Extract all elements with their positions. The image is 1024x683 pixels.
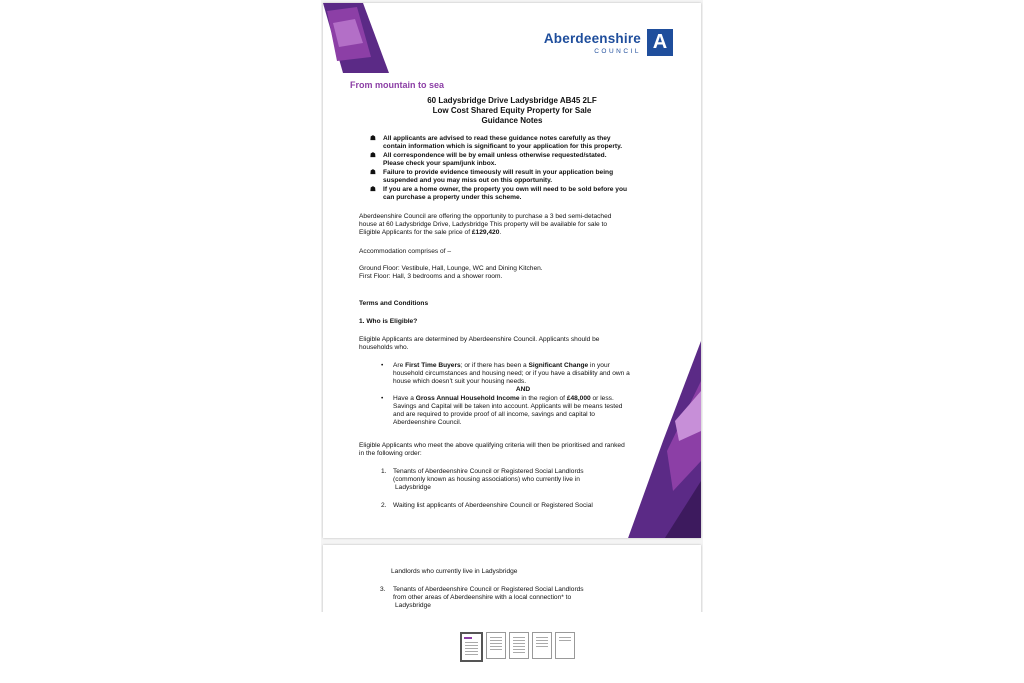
tagline: From mountain to sea [350, 80, 445, 90]
priority-number: 1. [381, 468, 387, 475]
doc-title-subtitle: Low Cost Shared Equity Property for Sale [432, 106, 592, 115]
first-floor-text: First Floor: Hall, 3 bedrooms and a shower room. [359, 273, 503, 280]
logo-name: Aberdeenshire [543, 30, 641, 46]
purple-side-graphic [623, 341, 701, 538]
criteria-line: Have a Gross Annual Household Income in the region of £48,000 or less. [393, 395, 614, 402]
priority-intro: Eligible Applicants who meet the above qualifying criteria will then be prioritised and ranked [359, 442, 625, 449]
intro-text: Aberdeenshire Council are offering the opportunity to purchase a 3 bed semi-detached [359, 213, 612, 220]
priority-line: Waiting list applicants of Aberdeenshire Council or Registered Social [393, 502, 593, 509]
priority-line: from other areas of Aberdeenshire with a local connection* to [393, 594, 572, 601]
criteria-line: house which doesn’t suit your housing needs. [393, 378, 527, 385]
priority-line: Landlords who currently live in Ladysbridge [391, 568, 518, 575]
purple-corner-graphic [323, 3, 393, 79]
bullet-icon: ☗ [370, 152, 376, 159]
ground-floor-text: Ground Floor: Vestibule, Hall, Lounge, WC and Dining Kitchen. [359, 265, 543, 272]
document-page-2[interactable] [323, 545, 701, 612]
bullet-text: contain information which is significant to your application for this property. [383, 143, 623, 150]
bullet-icon: ☗ [370, 186, 376, 193]
page-thumbnail-strip [460, 632, 575, 662]
criteria-line: Are First Time Buyers; or if there has been a Significant Change in your [393, 362, 610, 369]
criteria-line: household circumstances and housing need; or if you have a disability and own a [393, 370, 630, 377]
logo-a-icon: A [647, 29, 673, 56]
page-thumbnail-3[interactable] [509, 632, 529, 659]
bullet-text: Please check your spam/junk inbox. [383, 160, 497, 167]
priority-line: Ladysbridge [395, 602, 431, 609]
bullet-dot: • [381, 395, 384, 402]
bullet-text: All applicants are advised to read these guidance notes carefully as they [383, 135, 611, 142]
criteria-line: Aberdeenshire Council. [393, 419, 462, 426]
accommodation-heading: Accommodation comprises of – [359, 248, 451, 255]
logo-council: COUNCIL [594, 47, 641, 55]
page-thumbnail-4[interactable] [532, 632, 552, 659]
priority-number: 3. [380, 586, 386, 593]
phone-screen [321, 0, 703, 612]
intro-text: Eligible Applicants for the sale price of £129,420. [359, 229, 502, 236]
terms-heading: Terms and Conditions [359, 300, 429, 307]
document-page-1[interactable] [323, 3, 701, 538]
aberdeenshire-logo [544, 29, 673, 56]
priority-line: (commonly known as housing associations) who currently live in [393, 476, 580, 483]
bullet-text: can purchase a property under this scheme. [383, 194, 522, 201]
page-thumbnail-2[interactable] [486, 632, 506, 659]
priority-line: Tenants of Aberdeenshire Council or Registered Social Landlords [393, 586, 584, 593]
bullet-text: Failure to provide evidence timeously will result in your application being [383, 169, 614, 176]
bullet-icon: ☗ [370, 169, 376, 176]
page-thumbnail-1[interactable] [460, 632, 483, 662]
priority-line: Tenants of Aberdeenshire Council or Registered Social Landlords [393, 468, 584, 475]
eligible-intro: Eligible Applicants are determined by Aberdeenshire Council. Applicants should be [359, 336, 600, 343]
section1-heading: 1. Who is Eligible? [359, 318, 418, 325]
sale-price: £129,420 [471, 229, 500, 236]
bullet-text: All correspondence will be by email unless otherwise requested/stated. [383, 152, 607, 159]
doc-title-guidance: Guidance Notes [481, 116, 543, 125]
bullet-text: If you are a home owner, the property you own will need to be sold before you [383, 186, 628, 193]
bullet-dot: • [381, 362, 384, 369]
bullet-text: suspended and you may miss out on this opportunity. [383, 177, 553, 184]
intro-text: house at 60 Ladysbridge Drive, Ladysbridge This property will be available for sale to [359, 221, 608, 228]
doc-title-address: 60 Ladysbridge Drive Ladysbridge AB45 2LF [427, 96, 597, 105]
eligible-intro: households who. [359, 344, 409, 351]
criteria-line: Savings and Capital will be taken into account. Applicants will be means tested [393, 403, 623, 410]
and-separator: AND [515, 386, 531, 393]
bullet-icon: ☗ [370, 135, 376, 142]
priority-number: 2. [381, 502, 387, 509]
priority-intro: in the following order: [359, 450, 422, 457]
page-thumbnail-5[interactable] [555, 632, 575, 659]
priority-line: Ladysbridge [395, 484, 431, 491]
criteria-line: and are required to provide proof of all income, savings and capital to [393, 411, 595, 418]
